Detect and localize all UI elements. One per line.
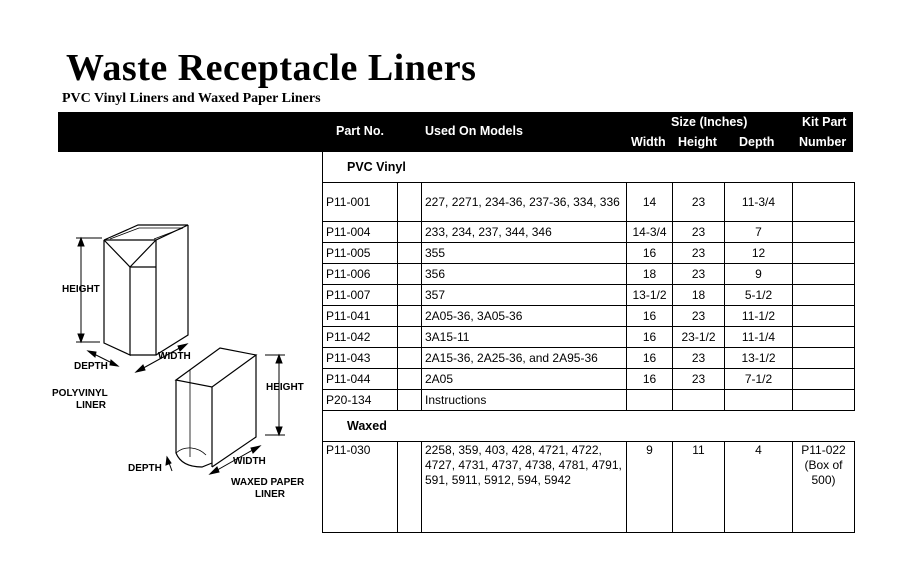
depth-cell: 4 — [725, 442, 793, 533]
header-kit-part: Kit Part — [802, 115, 847, 129]
height-cell: 18 — [673, 285, 725, 306]
part-no-cell: P11-043 — [323, 348, 398, 369]
polyvinyl-liner-drawing — [104, 225, 188, 355]
width-cell: 14 — [627, 183, 673, 222]
width-cell: 16 — [627, 306, 673, 327]
waxed-liner-drawing — [176, 348, 256, 467]
poly-width-label: WIDTH — [158, 351, 191, 362]
poly-height-label: HEIGHT — [62, 284, 100, 295]
header-height: Height — [678, 135, 717, 149]
part-no-cell: P11-007 — [323, 285, 398, 306]
header-width: Width — [631, 135, 666, 149]
table-row — [323, 327, 855, 348]
kit-cell — [793, 306, 855, 327]
part-no-cell: P11-041 — [323, 306, 398, 327]
kit-cell — [793, 390, 855, 411]
section-label-waxed: Waxed — [323, 411, 855, 442]
depth-cell: 11-3/4 — [725, 183, 793, 222]
blank-cell — [398, 327, 422, 348]
width-cell: 13-1/2 — [627, 285, 673, 306]
table-row — [323, 285, 855, 306]
models-cell: 227, 2271, 234-36, 237-36, 334, 336 — [422, 183, 627, 222]
models-cell: 2A05-36, 3A05-36 — [422, 306, 627, 327]
kit-cell — [793, 348, 855, 369]
poly-depth-label: DEPTH — [74, 361, 108, 372]
blank-cell — [398, 222, 422, 243]
models-cell: 357 — [422, 285, 627, 306]
width-cell: 9 — [627, 442, 673, 533]
width-cell: 16 — [627, 348, 673, 369]
section-label-pvc: PVC Vinyl — [323, 152, 855, 183]
wax-width-label: WIDTH — [233, 456, 266, 467]
part-no-cell: P11-001 — [323, 183, 398, 222]
width-cell: 16 — [627, 327, 673, 348]
kit-cell — [793, 264, 855, 285]
liner-spec-table — [322, 152, 855, 533]
height-cell: 23 — [673, 264, 725, 285]
part-no-cell: P11-044 — [323, 369, 398, 390]
liner-illustration — [40, 205, 320, 505]
part-no-cell: P11-005 — [323, 243, 398, 264]
height-cell: 23 — [673, 306, 725, 327]
depth-cell: 12 — [725, 243, 793, 264]
table-row — [323, 306, 855, 327]
height-cell: 23 — [673, 222, 725, 243]
part-no-cell: P11-042 — [323, 327, 398, 348]
depth-cell: 5-1/2 — [725, 285, 793, 306]
header-depth: Depth — [739, 135, 775, 149]
table-row — [323, 390, 855, 411]
depth-cell: 13-1/2 — [725, 348, 793, 369]
part-no-cell: P20-134 — [323, 390, 398, 411]
height-cell: 23-1/2 — [673, 327, 725, 348]
section-row-pvc — [323, 152, 855, 183]
blank-cell — [398, 369, 422, 390]
poly-label-1: POLYVINYL — [52, 388, 108, 399]
blank-cell — [398, 183, 422, 222]
models-cell: 3A15-11 — [422, 327, 627, 348]
blank-cell — [398, 243, 422, 264]
blank-cell — [398, 348, 422, 369]
table-row — [323, 369, 855, 390]
blank-cell — [398, 264, 422, 285]
height-cell: 23 — [673, 243, 725, 264]
models-cell: 356 — [422, 264, 627, 285]
depth-cell: 11-1/2 — [725, 306, 793, 327]
height-cell: 23 — [673, 183, 725, 222]
table-row — [323, 348, 855, 369]
header-number: Number — [799, 135, 847, 149]
depth-cell: 9 — [725, 264, 793, 285]
height-cell — [673, 390, 725, 411]
blank-cell — [398, 442, 422, 533]
depth-cell — [725, 390, 793, 411]
table-row — [323, 264, 855, 285]
table-row — [323, 183, 855, 222]
depth-cell: 7 — [725, 222, 793, 243]
kit-cell — [793, 222, 855, 243]
header-used-on-models: Used On Models — [425, 124, 523, 138]
poly-label-2: LINER — [76, 400, 106, 411]
kit-cell — [793, 369, 855, 390]
width-cell — [627, 390, 673, 411]
models-cell: Instructions — [422, 390, 627, 411]
table-row — [323, 442, 855, 533]
part-no-cell: P11-004 — [323, 222, 398, 243]
page-title: Waste Receptacle Liners — [66, 47, 477, 89]
width-cell: 16 — [627, 243, 673, 264]
height-cell: 23 — [673, 369, 725, 390]
depth-cell: 11-1/4 — [725, 327, 793, 348]
height-cell: 11 — [673, 442, 725, 533]
blank-cell — [398, 390, 422, 411]
wax-label-2: LINER — [255, 489, 285, 500]
kit-cell — [793, 243, 855, 264]
header-size-inches: Size (Inches) — [671, 115, 748, 129]
wax-depth-label: DEPTH — [128, 463, 162, 474]
header-divider — [629, 131, 853, 132]
depth-cell: 7-1/2 — [725, 369, 793, 390]
kit-cell: P11-022 (Box of 500) — [793, 442, 855, 533]
blank-cell — [398, 306, 422, 327]
part-no-cell: P11-006 — [323, 264, 398, 285]
table-row — [323, 243, 855, 264]
models-cell: 233, 234, 237, 344, 346 — [422, 222, 627, 243]
part-no-cell: P11-030 — [323, 442, 398, 533]
models-cell: 2A15-36, 2A25-36, and 2A95-36 — [422, 348, 627, 369]
width-cell: 18 — [627, 264, 673, 285]
models-cell: 2258, 359, 403, 428, 4721, 4722, 4727, 4731, 4737, 4738, 4781, 4791, 591, 5911, 5912, 594, 5942 — [422, 442, 627, 533]
models-cell: 2A05 — [422, 369, 627, 390]
header-part-no: Part No. — [336, 124, 384, 138]
blank-cell — [398, 285, 422, 306]
table-row — [323, 222, 855, 243]
height-cell: 23 — [673, 348, 725, 369]
page-subtitle: PVC Vinyl Liners and Waxed Paper Liners — [62, 91, 321, 106]
section-row-waxed — [323, 411, 855, 442]
wax-label-1: WAXED PAPER — [231, 477, 305, 488]
wax-height-label: HEIGHT — [266, 382, 304, 393]
kit-cell — [793, 285, 855, 306]
kit-cell — [793, 327, 855, 348]
width-cell: 14-3/4 — [627, 222, 673, 243]
models-cell: 355 — [422, 243, 627, 264]
kit-cell — [793, 183, 855, 222]
width-cell: 16 — [627, 369, 673, 390]
